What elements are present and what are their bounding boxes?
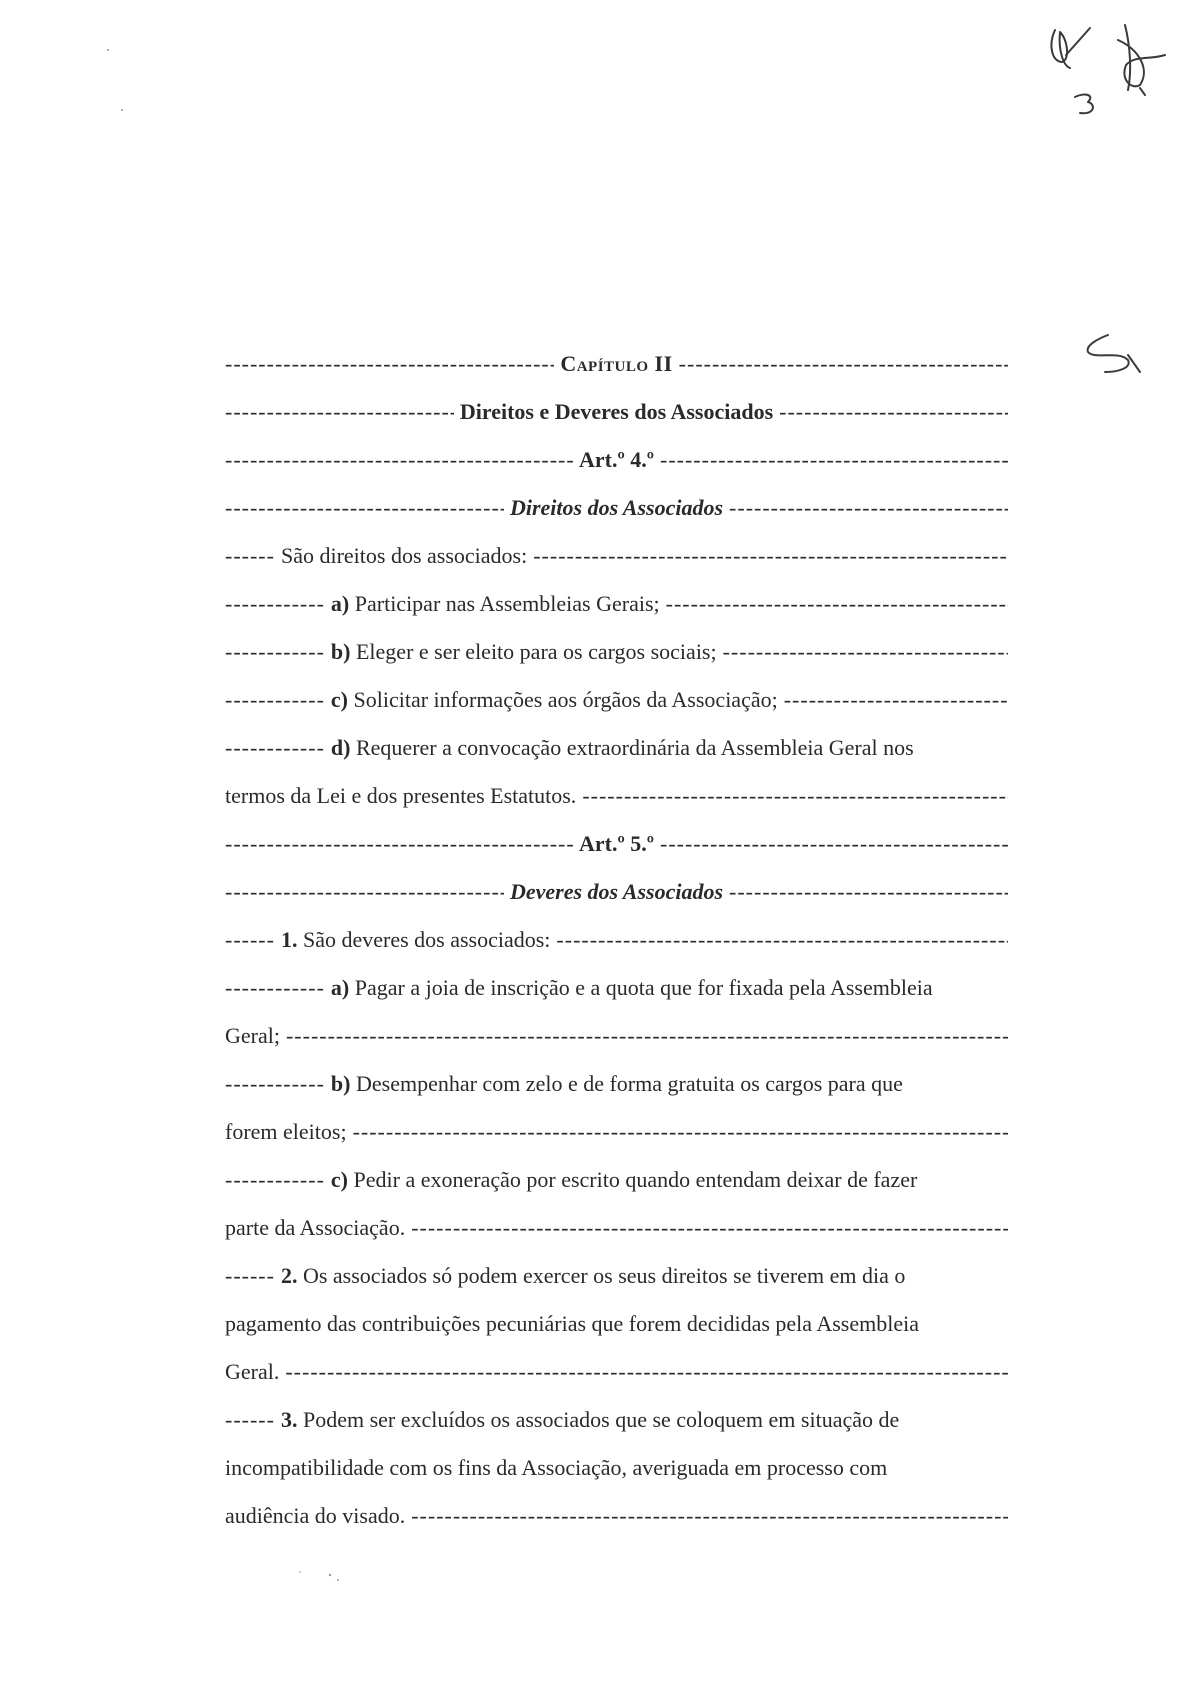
art5-heading: Art.º 5.º: [578, 831, 654, 856]
art5-heading-line: [225, 824, 1008, 864]
initials-top-mark: [1051, 28, 1090, 68]
art4-item-c-label: c): [330, 687, 349, 712]
chapter-heading: Capítulo II: [560, 351, 673, 376]
art4-heading-line: [225, 440, 1008, 480]
page-number-mark: [1075, 95, 1093, 114]
art4-title-line: [225, 488, 1008, 528]
art5-item-a-line2: [225, 1016, 1008, 1056]
art4-intro: São direitos dos associados:: [280, 543, 528, 568]
art4-item-a-line: ------------ a) Participar nas Assembleias Gerais; -----: [225, 584, 1008, 624]
art5-item-c-line1: ------------ c) Pedir a exoneração por escrito quando entendam deixar de fazer: [225, 1167, 918, 1192]
art4-item-d-text1: Requerer a convocação extraordinária da Assembleia Geral nos: [355, 735, 914, 760]
art4-item-a-text: Participar nas Assembleias Gerais;: [354, 591, 660, 616]
art5-item-c-text2: parte da Associação.: [225, 1215, 406, 1240]
art4-item-b-text: Eleger e ser eleito para os cargos sociais;: [355, 639, 717, 664]
art5-p2-text1: Os associados só podem exercer os seus direitos se tiverem em dia o: [302, 1263, 906, 1288]
art5-p3-text2: incompatibilidade com os fins da Associação, averiguada em processo com: [225, 1455, 888, 1480]
art4-title: Direitos dos Associados: [509, 495, 724, 520]
art5-p2-text2: pagamento das contribuições pecuniárias que forem decididas pela Assembleia: [225, 1311, 919, 1336]
art4-item-a-label: a): [330, 591, 350, 616]
art5-p2-line3: [225, 1352, 1008, 1392]
art5-p3-line1: ------ 3. Podem ser excluídos os associados que se coloquem em situação de: [225, 1407, 900, 1432]
signature-mark: [1118, 25, 1165, 95]
art5-title-line: [225, 872, 1008, 912]
art4-item-d-label: d): [330, 735, 351, 760]
chapter-title-line: [225, 392, 1008, 432]
art5-item-a-label: a): [330, 975, 350, 1000]
art5-p2-line2: [225, 1304, 1008, 1344]
art5-item-b-label: b): [330, 1071, 351, 1096]
art4-item-b-label: b): [330, 639, 351, 664]
art5-p3-text1: Podem ser excluídos os associados que se coloquem em situação de: [302, 1407, 900, 1432]
art5-item-c-label: c): [330, 1167, 349, 1192]
art5-item-c-text1: Pedir a exoneração por escrito quando entendam deixar de fazer: [353, 1167, 918, 1192]
art4-item-b-line: ------------ b) Eleger e ser eleito para os cargos sociais; -----: [225, 632, 1008, 672]
art4-item-d-line1: ------------ d) Requerer a convocação extraordinária da Assembleia Geral nos: [225, 735, 914, 760]
art4-item-c-text: Solicitar informações aos órgãos da Associação;: [353, 687, 778, 712]
art4-item-d-text2: termos da Lei e dos presentes Estatutos.: [225, 783, 577, 808]
art5-item-b-line2: [225, 1112, 1008, 1152]
chapter-title: Direitos e Deveres dos Associados: [459, 399, 774, 424]
art5-p3-line3: [225, 1496, 1008, 1536]
art4-intro-line: ------ São direitos dos associados: -----: [225, 536, 1008, 576]
art5-item-c-line2: [225, 1208, 1008, 1248]
art5-p1-line: ------ 1. São deveres dos associados: -----: [225, 920, 1008, 960]
art5-item-b-text2: forem eleitos;: [225, 1119, 347, 1144]
art5-p3-text3: audiência do visado.: [225, 1503, 406, 1528]
art5-p3-line2: [225, 1448, 1008, 1488]
art5-p1-intro: São deveres dos associados:: [302, 927, 551, 952]
art5-p2-text3: Geral.: [225, 1359, 280, 1384]
art5-item-a-text2: Geral;: [225, 1023, 280, 1048]
art4-heading: Art.º 4.º: [578, 447, 654, 472]
art5-item-a-text1: Pagar a joia de inscrição e a quota que for fixada pela Assembleia: [354, 975, 933, 1000]
side-initial-mark: [1088, 335, 1140, 372]
chapter-heading-line: [225, 344, 1008, 384]
art5-p1-label: 1.: [280, 927, 298, 952]
art4-item-c-line: ------------ c) Solicitar informações aos órgãos da Associação; -----: [225, 680, 1008, 720]
art5-item-b-text1: Desempenhar com zelo e de forma gratuita os cargos para que: [355, 1071, 903, 1096]
art5-p2-line1: ------ 2. Os associados só podem exercer os seus direitos se tiverem em dia o: [225, 1263, 906, 1288]
art4-item-d-line2: [225, 776, 1008, 816]
art5-p2-label: 2.: [280, 1263, 298, 1288]
art5-title: Deveres dos Associados: [509, 879, 724, 904]
art5-p3-label: 3.: [280, 1407, 298, 1432]
art5-item-a-line1: ------------ a) Pagar a joia de inscrição e a quota que for fixada pela Assembleia: [225, 975, 933, 1000]
art5-item-b-line1: ------------ b) Desempenhar com zelo e de forma gratuita os cargos para que: [225, 1071, 903, 1096]
